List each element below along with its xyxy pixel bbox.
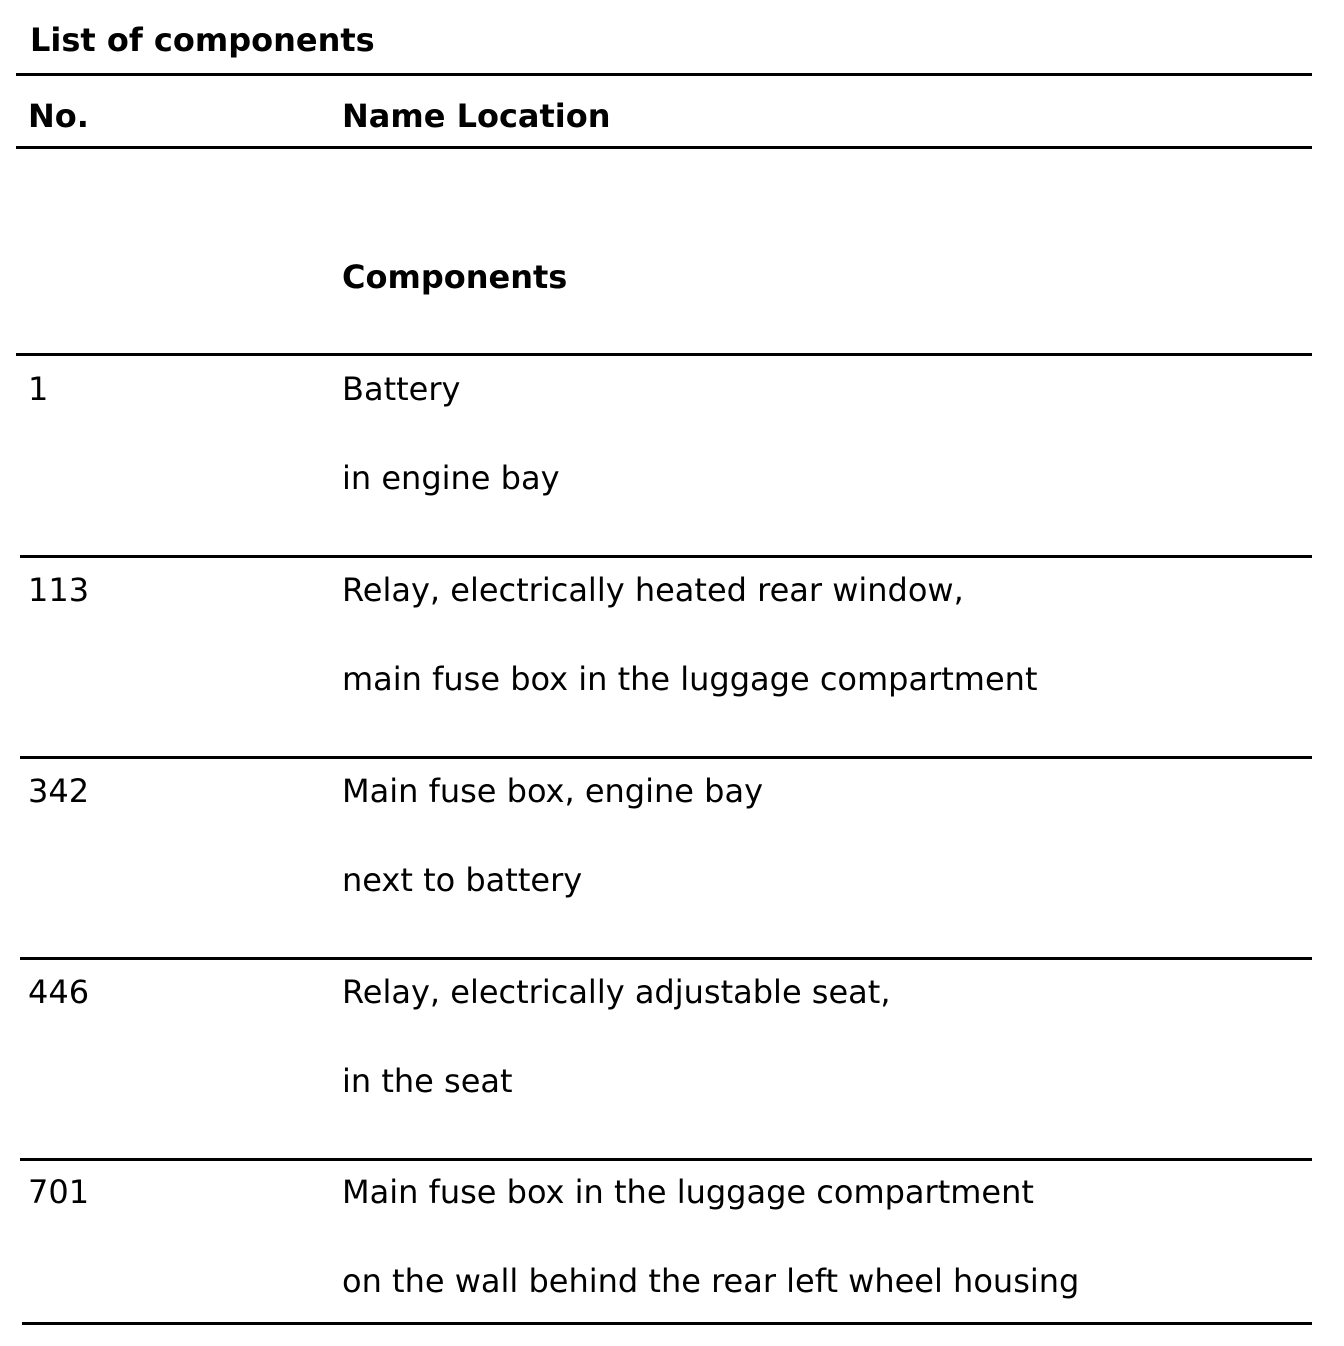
column-header-name-location: Name Location	[342, 97, 611, 135]
row-number: 113	[28, 571, 90, 609]
section-heading: Components	[342, 258, 568, 296]
component-location: main fuse box in the luggage compartment	[342, 660, 1038, 698]
row-number: 446	[28, 973, 90, 1011]
bottom-rule	[22, 1322, 1312, 1325]
column-header-no: No.	[28, 97, 89, 135]
row-divider	[20, 1158, 1312, 1161]
document-title: List of components	[30, 21, 375, 59]
header-rule	[16, 146, 1312, 149]
row-divider	[20, 756, 1312, 759]
component-name: Relay, electrically heated rear window,	[342, 571, 964, 609]
component-name: Main fuse box, engine bay	[342, 772, 763, 810]
row-number: 1	[28, 370, 49, 408]
row-divider	[20, 957, 1312, 960]
component-location: next to battery	[342, 861, 583, 899]
component-location: in engine bay	[342, 459, 560, 497]
component-location: on the wall behind the rear left wheel housing	[342, 1262, 1080, 1300]
row-number: 701	[28, 1173, 90, 1211]
section-rule	[16, 353, 1312, 356]
component-name: Battery	[342, 370, 461, 408]
row-divider	[20, 555, 1312, 558]
component-location: in the seat	[342, 1062, 513, 1100]
row-number: 342	[28, 772, 90, 810]
top-rule	[16, 73, 1312, 76]
component-name: Relay, electrically adjustable seat,	[342, 973, 891, 1011]
component-name: Main fuse box in the luggage compartment	[342, 1173, 1034, 1211]
